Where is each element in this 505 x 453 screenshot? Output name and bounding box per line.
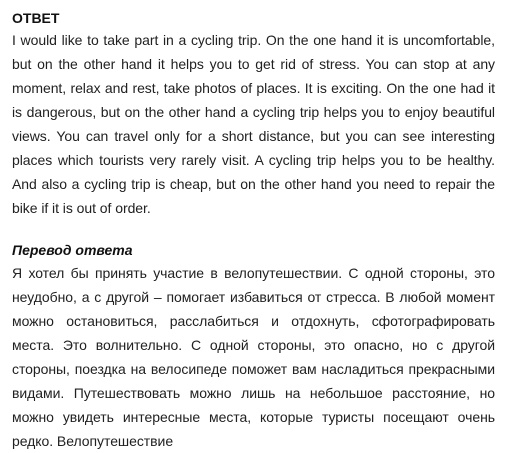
section-spacer [12, 220, 495, 240]
answer-heading: ОТВЕТ [12, 10, 60, 26]
translation-text: Я хотел бы принять участие в велопутешествии. С одной стороны, это неудобно, а с другой – помогает избавиться от стресса. В любой момент можно остановиться, расслабиться и отдохнуть, сфотографировать места. Это волнительно. С одной стороны, это опасно, но с другой стороны, поездка на велосипеде поможет вам насладиться прекрасными видами. Путешествовать можно лишь на небольшое расстояние, но можно увидеть интересные места, которые туристы посещают очень редко. Велопутешествие [12, 265, 495, 449]
translation-heading: Перевод ответа [12, 242, 133, 258]
answer-text: I would like to take part in a cycling trip. On the one hand it is uncomfortable, but on the other hand it helps you to get rid of stress. You can stop at any moment, relax and rest, take photos of places. It is exciting. On the one had it is dangerous, but on the other hand a cycling trip helps you to enjoy beautiful views. You can travel only for a short distance, but you can see interesting places which tourists very rarely visit. A cycling trip helps you to be healthy. And also a cycling trip is cheap, but on the other hand you need to repair the bike if it is out of order. [12, 32, 495, 216]
